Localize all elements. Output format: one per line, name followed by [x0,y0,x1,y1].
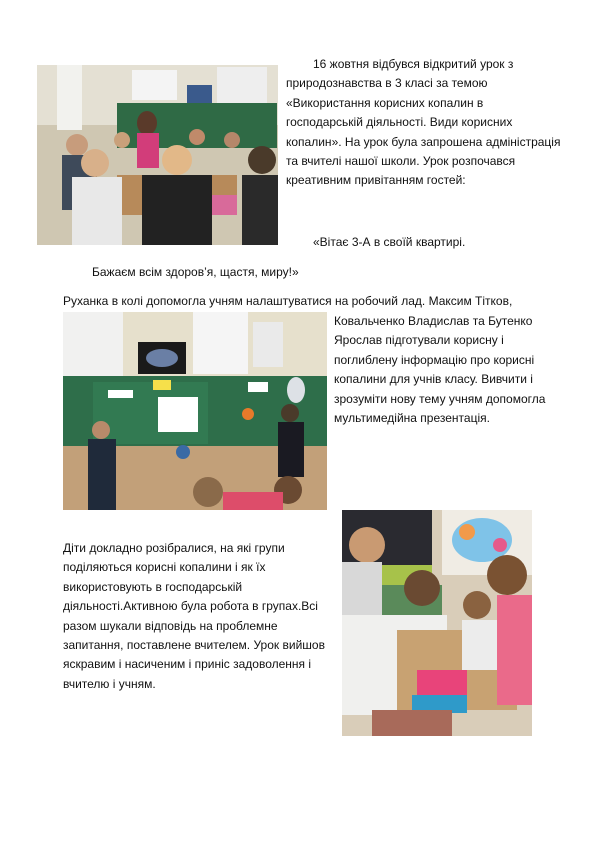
paragraph-presentation: Ковальченко Владислав та Бутенко Ярослав підготували корисну і поглиблену інформацію про корисні копалини для учнів класу. Вивчити і зрозуміти нову тему учням допомогла мультимедійна презентація. [334,314,546,426]
greeting-line-2: Бажаєм всім здоров’я, щастя, миру!» [92,265,299,279]
photo-classroom-students [37,65,278,245]
photo-presentation-board [63,312,327,510]
photo-group-work [342,510,532,736]
paragraph-groups: Діти докладно розібралися, на які групи поділяються корисні копалини і як їх використовують в господарській діяльності.Активною була робота в групах.Всі разом шукали відповідь на проблемне запитання, поставлене вчителем. Урок вийшов яскравим і насиченим і приніс задоволення і вчителю і учням. [63,541,325,691]
greeting-line-1: «Вітає 3-А в своїй квартирі. [313,235,466,249]
paragraph-warmup: Руханка в колі допомогла учням налаштуватися на робочий лад. Максим Тітков, [63,294,513,308]
paragraph-intro: 16 жовтня відбувся відкритий урок з природознавства в 3 класі за темою «Використання корисних копалин в господарській діяльності. Види корисних копалин». На урок була запрошена адміністрація та вчителі нашої школи. Урок розпочався креативним привітанням гостей: [286,57,561,188]
